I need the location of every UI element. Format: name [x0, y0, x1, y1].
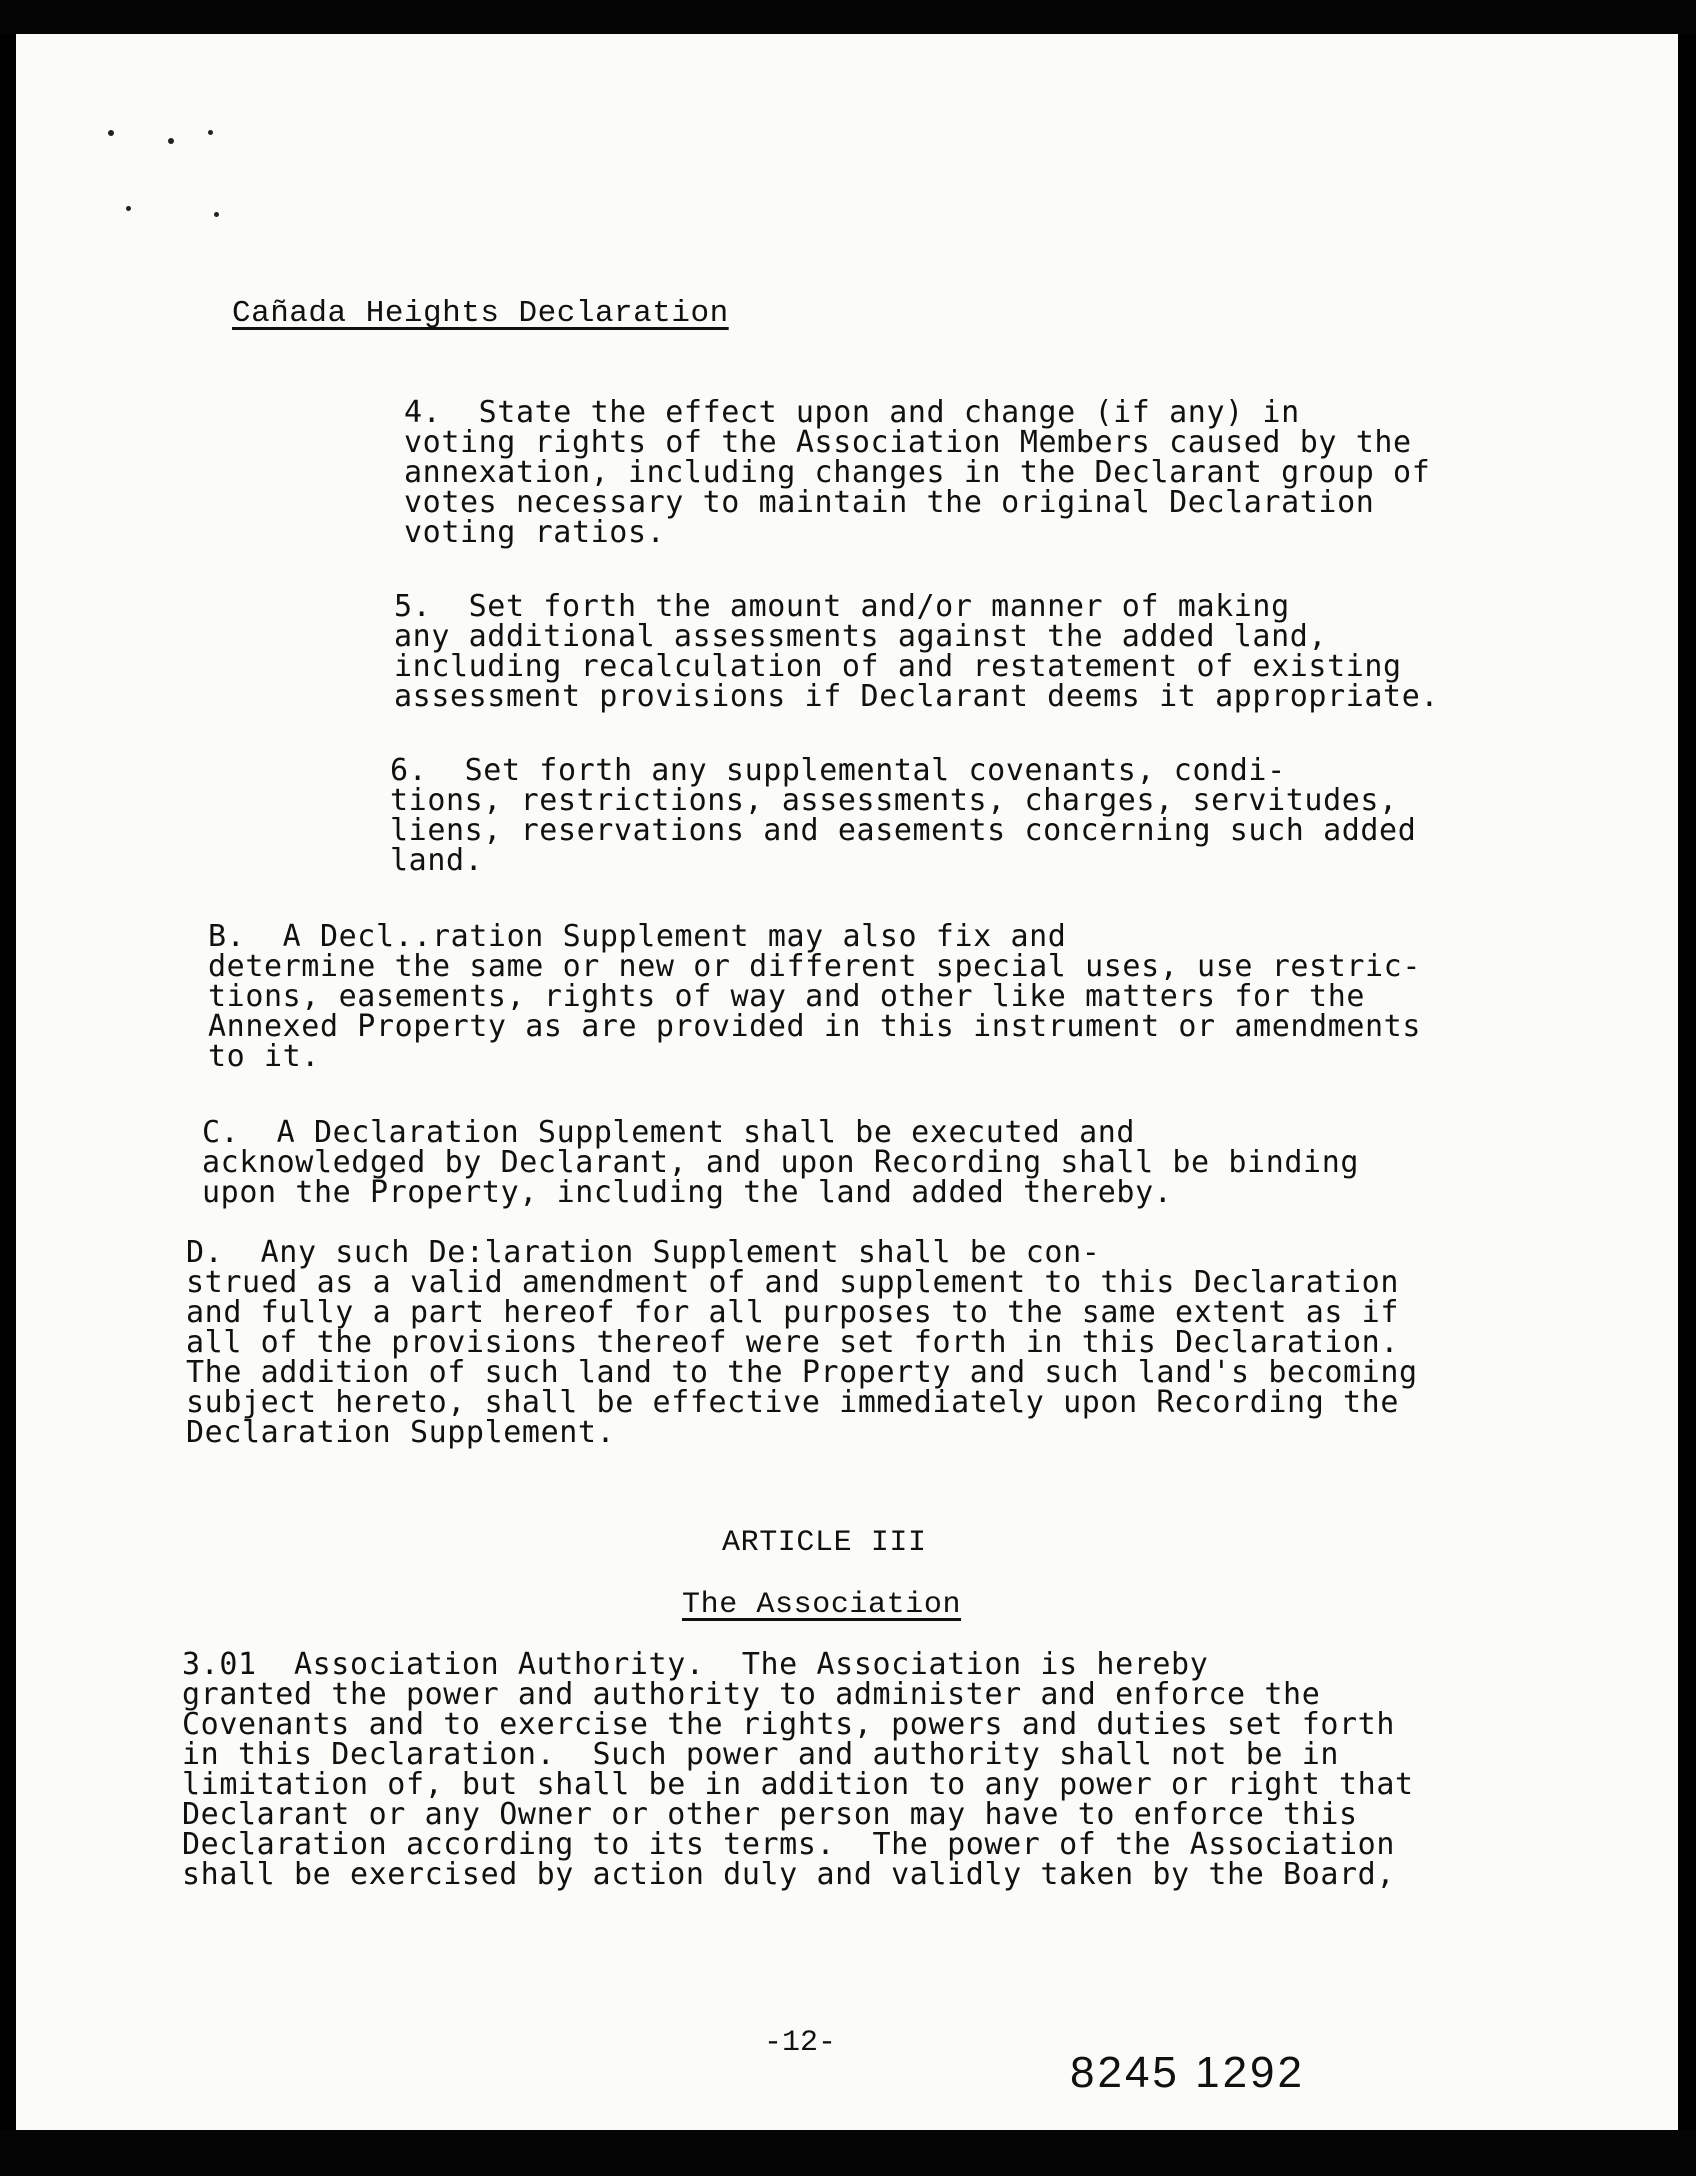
page-number: -12-	[764, 2026, 837, 2060]
scan-speck	[126, 206, 131, 211]
scan-top-border	[0, 0, 1696, 34]
paragraph-d: D. Any such De:laration Supplement shall be con- strued as a valid amendment of and supplement to this Declaration and fully a part hereof for all purposes to the same extent as if all of the provisions thereof were set forth in this Declaration. The addition of such land to the Property and such land's becoming subject hereto, shall be effective immediately upon Recording the Declaration Supplement.	[186, 1235, 1418, 1450]
document-header: Cañada Heights Declaration	[232, 296, 729, 331]
scan-bottom-border	[0, 2130, 1696, 2176]
section-3-01-paragraph: 3.01 Association Authority. The Association is hereby granted the power and authority to administer and enforce the Covenants and to exercise the rights, powers and duties set forth in this Declaration. Such power and authority shall not be in limitation of, but shall be in addition to any power or right that Declarant or any Owner or other person may have to enforce this Declaration according to its terms. The power of the Association shall be exercised by action duly and validly taken by the Board,	[182, 1647, 1414, 1892]
scan-speck	[208, 130, 213, 135]
scan-speck	[168, 138, 174, 144]
scan-speck	[214, 212, 219, 217]
paragraph-b: B. A Decl..ration Supplement may also fix and determine the same or new or different special uses, use restric- tions, easements, rights of way and other like matters for the Annexed Property as are provided in this instrument or amendments to it.	[208, 919, 1421, 1074]
article-title: ARTICLE III	[722, 1526, 927, 1560]
item-4-paragraph: 4. State the effect upon and change (if any) in voting rights of the Association Members caused by the annexation, including changes in the Declarant group of votes necessary to maintain the original Declaration voting ratios.	[404, 395, 1431, 550]
item-6-paragraph: 6. Set forth any supplemental covenants, condi- tions, restrictions, assessments, charges, servitudes, liens, reservations and easements concerning such added land.	[390, 753, 1417, 878]
paragraph-c: C. A Declaration Supplement shall be executed and acknowledged by Declarant, and upon Recording shall be binding upon the Property, including the land added thereby.	[202, 1115, 1360, 1210]
article-subtitle: The Association	[682, 1588, 962, 1622]
item-5-paragraph: 5. Set forth the amount and/or manner of making any additional assessments against the added land, including recalculation of and restatement of existing assessment provisions if Declarant deems it appropriate.	[394, 589, 1440, 714]
scan-speck	[108, 130, 114, 136]
document-id-number: 8245 1292	[1070, 2048, 1305, 2097]
